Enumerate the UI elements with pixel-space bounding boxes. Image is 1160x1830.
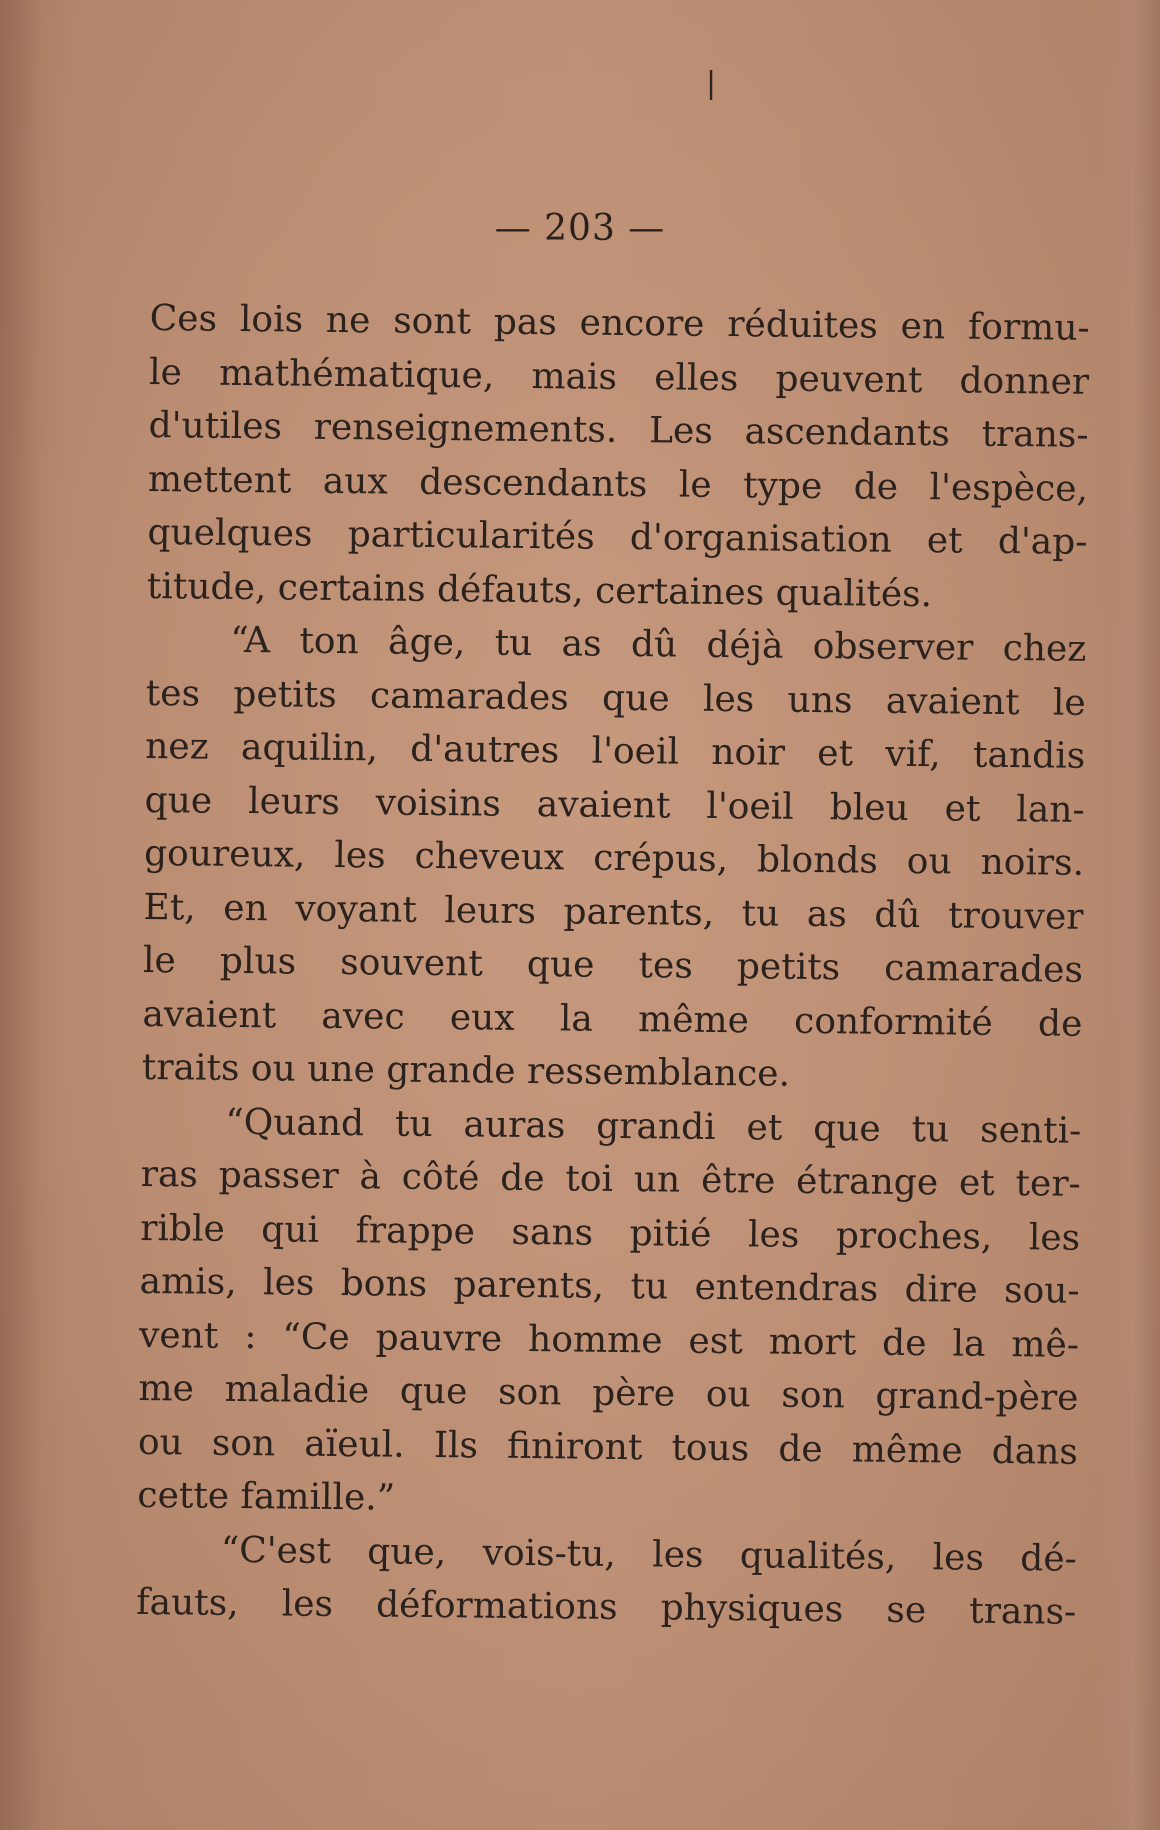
text-line: ras passer à côté de toi un être étrange et ter- bbox=[140, 1153, 1081, 1205]
text-line: le plus souvent que tes petits camarades bbox=[142, 939, 1084, 991]
text-line: rible qui frappe sans pitié les proches, les bbox=[139, 1207, 1081, 1259]
paragraph-1 bbox=[147, 292, 1090, 623]
body-text bbox=[136, 292, 1090, 1639]
text-line: vent : “Ce pauvre homme est mort de la mê- bbox=[138, 1314, 1080, 1366]
text-line: fauts, les déformations physiques se trans- bbox=[136, 1581, 1077, 1633]
text-line: avaient avec eux la même conformité de bbox=[142, 993, 1083, 1045]
text-line: Et, en voyant leurs parents, tu as dû trouver bbox=[143, 886, 1084, 938]
paragraph-2 bbox=[142, 613, 1087, 1104]
text-line: “A ton âge, tu as dû déjà observer chez bbox=[230, 619, 1087, 670]
text-line: traits ou une grande ressemblance. bbox=[141, 1046, 791, 1095]
text-line: le mathématique, mais elles peuvent donner bbox=[148, 351, 1090, 403]
text-line: mettent aux descendants le type de l'espèce, bbox=[147, 458, 1089, 510]
text-line: cette famille.” bbox=[137, 1474, 396, 1519]
text-line: quelques particularités d'organisation et d'ap- bbox=[147, 511, 1088, 563]
text-line: titude, certains défauts, certaines qualités. bbox=[146, 565, 933, 615]
text-line: me maladie que son père ou son grand-père bbox=[138, 1367, 1079, 1419]
page-number: — 203 — bbox=[494, 208, 666, 249]
text-line: “C'est que, vois-tu, les qualités, les dé- bbox=[220, 1529, 1078, 1580]
text-line: nez aquilin, d'autres l'oeil noir et vif, tandis bbox=[145, 725, 1086, 777]
paragraph-3 bbox=[137, 1094, 1081, 1532]
text-line: amis, les bons parents, tu entendras dire sou- bbox=[139, 1260, 1080, 1312]
text-line: tes petits camarades que les uns avaient le bbox=[145, 672, 1086, 724]
text-line: d'utiles renseignements. Les ascendants trans- bbox=[148, 404, 1089, 456]
text-line: que leurs voisins avaient l'oeil bleu et lan- bbox=[144, 779, 1085, 831]
stray-ink-mark: | bbox=[706, 66, 717, 101]
text-line: “Quand tu auras grandi et que tu senti- bbox=[225, 1101, 1082, 1152]
paragraph-4 bbox=[136, 1522, 1077, 1639]
text-line: ou son aïeul. Ils finiront tous de même dans bbox=[137, 1421, 1079, 1473]
text-line: Ces lois ne sont pas encore réduites en formu- bbox=[149, 297, 1090, 349]
text-line: goureux, les cheveux crépus, blonds ou noirs. bbox=[143, 832, 1085, 884]
